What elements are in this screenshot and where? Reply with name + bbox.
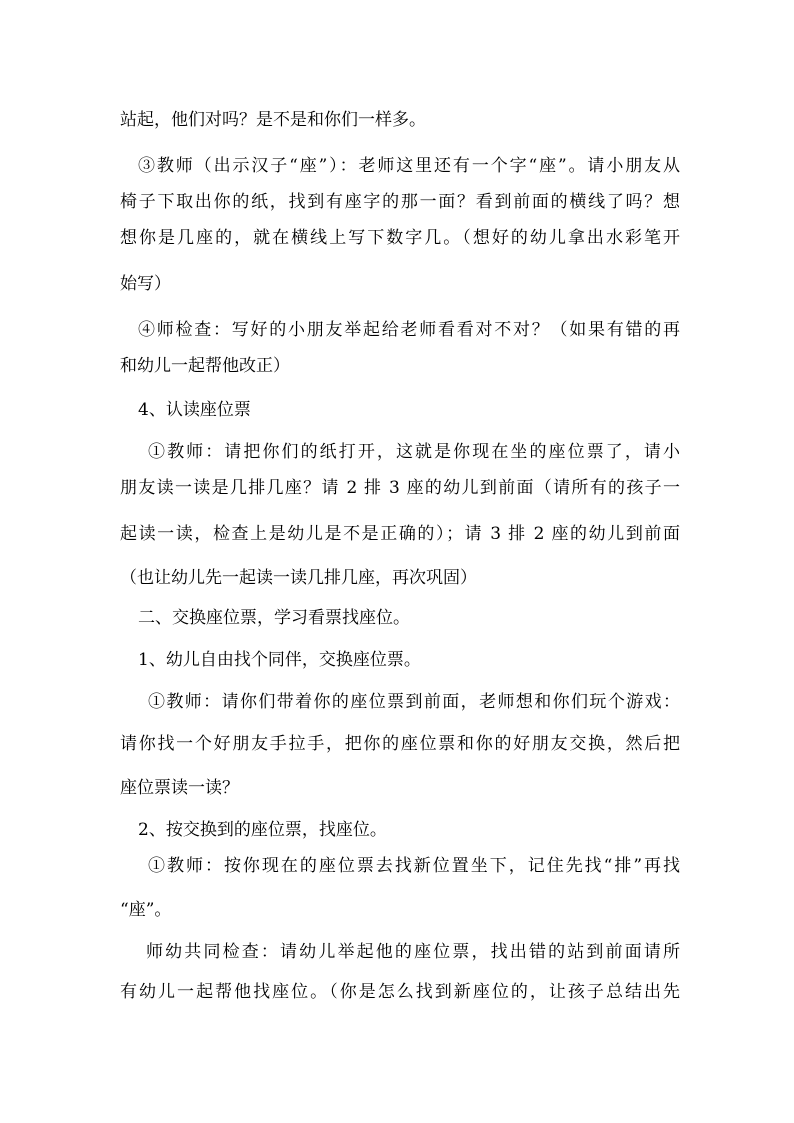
text-line: ③教师（出示汉子“座”）：老师这里还有一个字“座”。请小朋友从 [138, 156, 680, 176]
text-line: 朋友读一读是几排几座？请 2 排 3 座的幼儿到前面（请所有的孩子一 [120, 478, 680, 498]
text-line: 师幼共同检查：请幼儿举起他的座位票，找出错的站到前面请所 [146, 942, 680, 962]
section-heading: 4、认读座位票 [138, 400, 251, 420]
text-line: ④师检查：写好的小朋友举起给老师看看对不对？（如果有错的再 [138, 320, 680, 340]
text-line: 始写） [120, 274, 171, 294]
text-line: “座”。 [120, 900, 172, 920]
text-line: 椅子下取出你的纸，找到有座字的那一面？看到前面的横线了吗？想 [120, 192, 680, 212]
text-line: （也让幼儿先一起读一读几排几座，再次巩固） [120, 568, 477, 588]
section-heading: 2、按交换到的座位票，找座位。 [138, 820, 387, 840]
text-line: ①教师：请你们带着你的座位票到前面，老师想和你们玩个游戏： [148, 692, 680, 712]
text-line: 请你找一个好朋友手拉手，把你的座位票和你的好朋友交换，然后把 [120, 734, 680, 754]
section-heading: 二、交换座位票，学习看票找座位。 [138, 608, 410, 628]
text-line: ①教师：请把你们的纸打开，这就是你现在坐的座位票了，请小 [148, 442, 680, 462]
text-line: ①教师：按你现在的座位票去找新位置坐下，记住先找“排”再找 [148, 856, 680, 876]
text-line: 站起，他们对吗？是不是和你们一样多。 [120, 110, 426, 130]
text-line: 座位票读一读？ [120, 778, 239, 798]
text-line: 想你是几座的，就在横线上写下数字几。（想好的幼儿拿出水彩笔开 [120, 228, 680, 248]
text-line: 有幼儿一起帮他找座位。（你是怎么找到新座位的，让孩子总结出先 [120, 982, 680, 1002]
text-line: 起读一读，检查上是幼儿是不是正确的）；请 3 排 2 座的幼儿到前面 [120, 524, 680, 544]
section-heading: 1、幼儿自由找个同伴，交换座位票。 [138, 650, 421, 670]
text-line: 和幼儿一起帮他改正） [120, 356, 290, 376]
